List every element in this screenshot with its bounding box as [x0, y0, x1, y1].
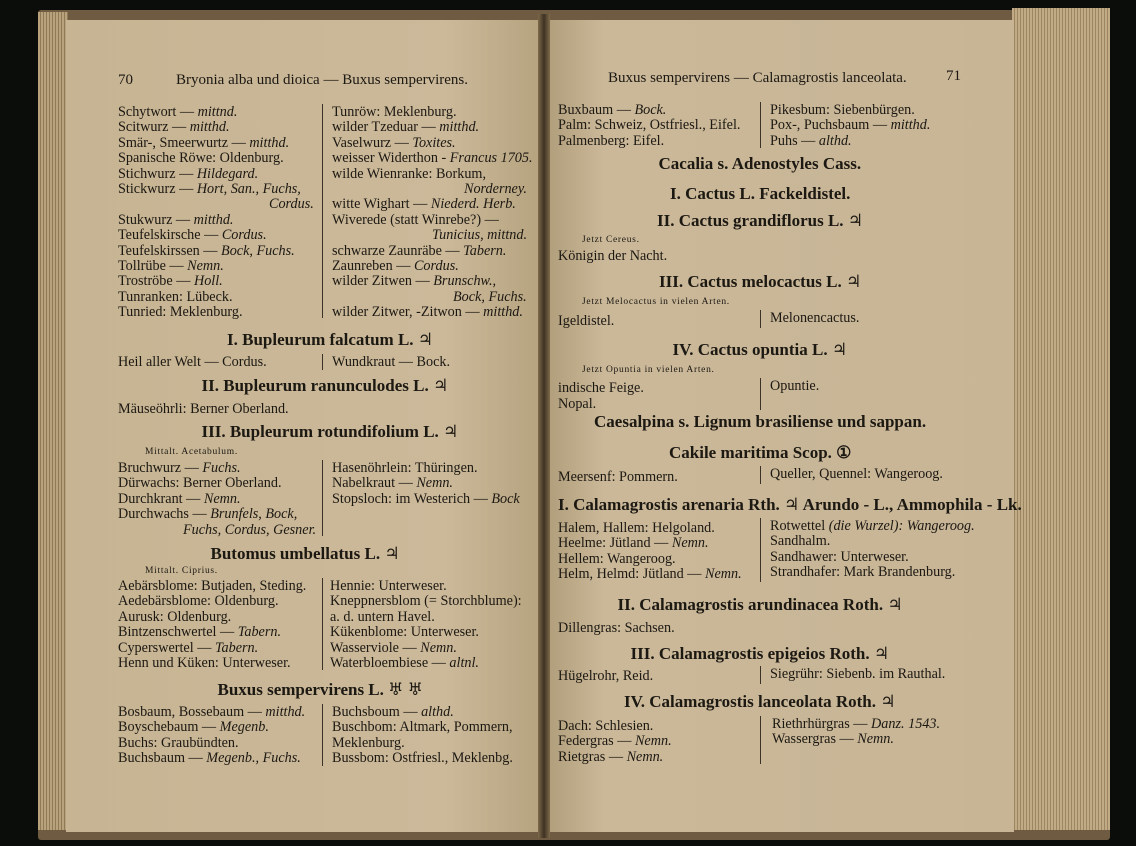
- column-divider: [760, 518, 761, 582]
- column-divider: [760, 378, 761, 410]
- list-item: [770, 518, 975, 534]
- entry-source: Cordus.: [269, 196, 314, 213]
- list-item: [332, 196, 516, 212]
- list-item: [332, 119, 479, 135]
- list-item: indische Feige.: [558, 380, 644, 396]
- entry-name: Wassergras —: [772, 731, 858, 748]
- list-item: [558, 749, 663, 765]
- list-item: [558, 566, 742, 582]
- list-item: [330, 578, 447, 594]
- entry-source: Fuchs.: [202, 460, 241, 476]
- entry-source: Tunicius, mittnd.: [432, 227, 527, 244]
- entry-source: Nemn.: [416, 475, 453, 492]
- entry-name: Puhs —: [770, 132, 819, 149]
- list-item: [118, 150, 284, 166]
- list-item: [332, 166, 486, 182]
- entry-source: mitthd.: [483, 304, 523, 321]
- entry-source: Nemn.: [420, 639, 457, 656]
- list-item: [118, 243, 295, 259]
- list-item: [118, 475, 282, 491]
- running-header: Buxus sempervirens — Calamagrostis lanceolata.: [608, 70, 907, 86]
- list-item: [332, 735, 405, 751]
- section-heading: Caesalpina s. Lignum brasiliense und sappan.: [594, 412, 927, 431]
- list-item: [770, 533, 830, 549]
- list-item: Dillengras: Sachsen.: [558, 620, 675, 636]
- entry-source: mitthd.: [249, 134, 290, 151]
- section-heading: II. Bupleurum ranunculodes L. ♃: [201, 376, 449, 395]
- entry-name: Riethrhürgras —: [772, 716, 872, 732]
- entry-name: Federgras —: [558, 733, 635, 750]
- entry-source: mitthd.: [265, 704, 306, 720]
- entry-source: mittnd.: [197, 104, 238, 120]
- entry-name: Bintzenschwertel —: [118, 624, 238, 641]
- entry-name: Troströbe —: [118, 273, 194, 290]
- entry-name: Tunröw: Meklenburg.: [332, 104, 457, 120]
- entry-name: Kneppnersblom (= Storchblume):: [330, 593, 522, 610]
- editor-note: Mittalt. Ciprius.: [145, 566, 218, 576]
- column-divider: [760, 466, 761, 484]
- column-divider: [760, 716, 761, 764]
- entry-name: Hellem: Wangeroog.: [558, 550, 676, 567]
- list-item: [332, 104, 457, 120]
- list-item: Königin der Nacht.: [558, 248, 668, 264]
- column-divider: [760, 666, 761, 684]
- list-item: [330, 655, 479, 671]
- list-item: [118, 593, 279, 609]
- entry-source: Tabern.: [214, 639, 259, 656]
- list-item: [183, 522, 316, 538]
- list-item: [558, 551, 676, 567]
- list-item: [118, 655, 291, 671]
- entry-source: mitthd.: [890, 117, 931, 134]
- column-divider: [760, 310, 761, 328]
- entry-name: Buschbom: Altmark, Pommern,: [332, 719, 513, 736]
- entry-source: Bock: [491, 490, 520, 507]
- entry-name: Aebärsblome: Butjaden, Steding.: [118, 578, 307, 594]
- section-heading: Cakile maritima Scop. ①: [669, 443, 852, 462]
- list-item: [330, 624, 479, 640]
- editor-note: Mittalt. Acetabulum.: [145, 447, 238, 457]
- list-item: Opuntie.: [770, 378, 820, 394]
- left-page-edges: [38, 12, 68, 830]
- list-item: [118, 181, 301, 197]
- entry-source: Niederd. Herb.: [430, 196, 516, 213]
- list-item: [332, 491, 520, 507]
- entry-source: Norderney.: [464, 181, 527, 197]
- section-heading: IV. Cactus opuntia L. ♃: [672, 340, 848, 359]
- entry-source: Nemn.: [634, 733, 672, 750]
- entry-name: Spanische Röwe: Oldenburg.: [118, 150, 284, 167]
- entry-name: Rietgras —: [558, 748, 627, 765]
- list-item: [118, 750, 301, 766]
- list-item: [332, 460, 478, 476]
- list-item: [118, 506, 297, 522]
- column-divider: [322, 354, 323, 370]
- list-item: [118, 304, 243, 320]
- entry-name: Helm, Helmd: Jütland —: [558, 566, 705, 583]
- list-item: [332, 135, 456, 151]
- editor-note: Jetzt Opuntia in vielen Arten.: [582, 365, 715, 375]
- list-item: [332, 750, 513, 766]
- entry-source: Hildegard.: [196, 165, 259, 182]
- list-item: [332, 150, 533, 166]
- list-item: [558, 535, 709, 551]
- entry-source: Brunfels, Bock,: [210, 506, 298, 523]
- section-heading: III. Cactus melocactus L. ♃: [659, 272, 862, 291]
- entry-source: Cordus.: [413, 258, 459, 274]
- entry-name: Bussbom: Ostfriesl., Meklenbg.: [332, 750, 513, 767]
- list-item: [770, 564, 955, 580]
- list-item: [332, 258, 459, 274]
- list-item: [558, 733, 672, 749]
- entry-name: Aedebärsblome: Oldenburg.: [118, 593, 279, 610]
- entry-source: Megenb.: [219, 719, 269, 736]
- entry-name: Hasenöhrlein: Thüringen.: [332, 460, 478, 476]
- entry-source: mitthd.: [189, 119, 230, 136]
- list-item: [118, 609, 231, 625]
- list-item: Queller, Quennel: Wangeroog.: [770, 466, 943, 482]
- right-page-edges: [1012, 8, 1110, 830]
- list-item: Siegrühr: Siebenb. im Rauthal.: [770, 666, 946, 682]
- entry-name: Buchsboum —: [332, 704, 422, 720]
- list-item: [118, 258, 224, 274]
- list-item: [332, 719, 513, 735]
- list-item: [118, 104, 237, 120]
- entry-name: Sandhawer: Unterweser.: [770, 548, 909, 565]
- entry-name: Pox-, Puchsbaum —: [770, 117, 891, 134]
- book-gutter: [538, 14, 550, 838]
- entry-source: Toxites.: [412, 134, 456, 151]
- section-heading: Buxus sempervirens L. ♅ ♅: [217, 680, 423, 699]
- entry-source: althd.: [818, 132, 852, 149]
- editor-note: Jetzt Melocactus in vielen Arten.: [582, 297, 730, 307]
- entry-name: Schytwort —: [118, 104, 198, 120]
- entry-source: mitthd.: [439, 119, 480, 136]
- entry-name: Pikesbum: Siebenbürgen.: [770, 102, 915, 118]
- entry-name: Buxbaum —: [558, 102, 635, 118]
- entry-name: Nabelkraut —: [332, 475, 417, 492]
- running-header: Bryonia alba und dioica — Buxus sempervirens.: [176, 72, 469, 88]
- entry-source: Danz. 1543.: [871, 716, 941, 732]
- entry-name: Teufelskirssen —: [118, 242, 222, 259]
- list-item: [269, 196, 314, 212]
- entry-name: Dürwachs: Berner Oberland.: [118, 475, 282, 492]
- list-item: [330, 593, 522, 609]
- list-item: [558, 117, 740, 133]
- list-item: [332, 475, 453, 491]
- list-item: Nopal.: [558, 396, 597, 412]
- list-item: [772, 716, 940, 732]
- entry-source: Brunschw.,: [433, 273, 497, 290]
- entry-name: Wasserviole —: [330, 639, 421, 656]
- entry-name: Durchkrant —: [118, 490, 204, 507]
- list-item: [772, 731, 894, 747]
- entry-name: weisser Widerthon -: [332, 150, 450, 167]
- list-item: [332, 273, 496, 289]
- section-heading: II. Cactus grandiflorus L. ♃: [657, 211, 864, 230]
- list-item: [332, 304, 523, 320]
- list-item: Heil aller Welt — Cordus.: [118, 354, 267, 370]
- entry-name: Buchs: Graubündten.: [118, 734, 239, 751]
- entry-name: Smär-, Smeerwurtz —: [118, 134, 250, 151]
- column-divider: [760, 102, 761, 148]
- list-item: Melonencactus.: [770, 310, 860, 326]
- entry-name: Henn und Küken: Unterweser.: [118, 655, 291, 671]
- list-item: [453, 289, 527, 305]
- entry-source: Nemn.: [671, 535, 709, 552]
- entry-source: (die Wurzel): Wangeroog.: [828, 518, 975, 534]
- entry-name: Heelme: Jütland —: [558, 535, 672, 552]
- entry-name: Tunried: Meklenburg.: [118, 304, 243, 321]
- entry-name: Meklenburg.: [332, 734, 405, 751]
- section-heading: Butomus umbellatus L. ♃: [210, 544, 400, 563]
- entry-name: Strandhafer: Mark Brandenburg.: [770, 564, 956, 581]
- entry-source: mitthd.: [193, 211, 234, 228]
- entry-name: Zaunreben —: [332, 258, 414, 274]
- entry-name: Wiverede (statt Winrebe?) —: [332, 211, 499, 228]
- list-item: [332, 704, 454, 720]
- entry-source: Tabern.: [463, 242, 507, 259]
- list-item: [770, 549, 909, 565]
- list-item: [118, 624, 281, 640]
- list-item: [118, 227, 267, 243]
- list-item: [558, 718, 653, 734]
- entry-name: Hennie: Unterweser.: [330, 578, 447, 594]
- list-item: [332, 212, 499, 228]
- page-number: 71: [946, 68, 961, 84]
- entry-name: schwarze Zaunräbe —: [332, 242, 464, 259]
- column-divider: [322, 460, 323, 536]
- entry-name: wilder Zitwer, -Zitwon —: [332, 304, 484, 321]
- entry-name: Dach: Schlesien.: [558, 718, 654, 734]
- list-item: [118, 273, 223, 289]
- list-item: [464, 181, 527, 197]
- list-item: [118, 578, 306, 594]
- entry-source: Bock, Fuchs.: [453, 288, 527, 305]
- entry-name: wilder Zitwen —: [332, 273, 434, 290]
- entry-name: Tollrübe —: [118, 258, 188, 274]
- entry-source: Bock, Fuchs.: [221, 242, 295, 259]
- entry-source: Nemn.: [626, 748, 664, 765]
- entry-name: Vaselwurz —: [332, 134, 413, 151]
- entry-name: Kükenblome: Unterweser.: [330, 624, 479, 641]
- entry-name: Teufelskirsche —: [118, 227, 222, 244]
- list-item: Mäuseöhrli: Berner Oberland.: [118, 401, 289, 417]
- list-item: [770, 102, 915, 118]
- entry-name: Buchsbaum —: [118, 750, 207, 767]
- entry-name: Halem, Hallem: Helgoland.: [558, 520, 715, 536]
- list-item: [118, 166, 258, 182]
- entry-source: Cordus.: [221, 227, 267, 244]
- column-divider: [322, 104, 323, 318]
- list-item: [118, 119, 230, 135]
- list-item: [558, 520, 715, 536]
- entry-source: Nemn.: [203, 490, 241, 507]
- entry-name: Durchwachs —: [118, 506, 211, 523]
- list-item: [330, 609, 435, 625]
- entry-source: altnl.: [449, 655, 479, 671]
- list-item: [558, 102, 666, 118]
- entry-name: Scitwurz —: [118, 119, 190, 136]
- entry-name: Stickwurz —: [118, 181, 197, 197]
- list-item: [118, 212, 233, 228]
- entry-name: Boyschebaum —: [118, 719, 220, 736]
- list-item: Meersenf: Pommern.: [558, 469, 678, 485]
- list-item: [118, 640, 258, 656]
- list-item: [118, 491, 241, 507]
- editor-note: Jetzt Cereus.: [582, 235, 640, 245]
- entry-name: a. d. untern Havel.: [330, 608, 435, 625]
- list-item: Hügelrohr, Reid.: [558, 668, 654, 684]
- section-heading: III. Bupleurum rotundifolium L. ♃: [201, 422, 459, 441]
- section-heading: Cacalia s. Adenostyles Cass.: [658, 154, 862, 173]
- entry-name: Bruchwurz —: [118, 460, 203, 476]
- entry-name: Palmenberg: Eifel.: [558, 132, 665, 149]
- entry-name: Stukwurz —: [118, 211, 194, 228]
- section-heading: I. Cactus L. Fackeldistel.: [670, 184, 851, 203]
- entry-name: witte Wighart —: [332, 196, 431, 213]
- entry-name: Stichwurz —: [118, 165, 197, 182]
- entry-name: Tunranken: Lübeck.: [118, 288, 233, 305]
- entry-source: Tabern.: [237, 624, 282, 641]
- entry-name: wilder Tzeduar —: [332, 119, 440, 136]
- entry-name: Waterbloembiese —: [330, 655, 450, 671]
- entry-source: Bock.: [634, 102, 667, 118]
- entry-source: Fuchs, Cordus, Gesner.: [183, 521, 317, 538]
- entry-source: Nemn.: [704, 566, 742, 583]
- list-item: [118, 460, 241, 476]
- entry-name: Stopsloch: im Westerich —: [332, 490, 492, 507]
- entry-source: Hort, San., Fuchs,: [196, 181, 301, 197]
- list-item: [330, 640, 457, 656]
- page-number: 70: [118, 72, 133, 88]
- list-item: [118, 735, 239, 751]
- list-item: [332, 243, 506, 259]
- column-divider: [322, 704, 323, 766]
- list-item: Wundkraut — Bock.: [332, 354, 451, 370]
- entry-source: althd.: [421, 704, 454, 720]
- section-heading: IV. Calamagrostis lanceolata Roth. ♃: [624, 692, 896, 711]
- list-item: [558, 133, 664, 149]
- list-item: Igeldistel.: [558, 313, 615, 329]
- entry-source: Megenb., Fuchs.: [206, 750, 301, 767]
- list-item: [118, 704, 305, 720]
- section-heading: I. Bupleurum falcatum L. ♃: [227, 330, 434, 349]
- entry-name: Palm: Schweiz, Ostfriesl., Eifel.: [558, 117, 741, 134]
- entry-name: Rotwettel: [770, 518, 829, 534]
- list-item: [770, 117, 930, 133]
- entry-name: Aurusk: Oldenburg.: [118, 608, 232, 625]
- entry-name: wilde Wienranke: Borkum,: [332, 165, 487, 182]
- entry-name: Cyperswertel —: [118, 639, 215, 656]
- entry-name: Bosbaum, Bossebaum —: [118, 704, 266, 720]
- entry-name: Sandhalm.: [770, 533, 831, 550]
- entry-source: Francus 1705.: [449, 150, 533, 167]
- entry-source: Nemn.: [187, 258, 224, 274]
- section-heading: III. Calamagrostis epigeios Roth. ♃: [630, 644, 890, 663]
- entry-source: Nemn.: [857, 731, 894, 748]
- entry-source: Holl.: [193, 273, 223, 290]
- list-item: [118, 289, 233, 305]
- section-heading: I. Calamagrostis arenaria Rth. ♃ Arundo - L., Ammophila - Lk.: [558, 495, 1022, 514]
- list-item: [118, 719, 269, 735]
- column-divider: [322, 578, 323, 670]
- list-item: [770, 133, 852, 149]
- section-heading: II. Calamagrostis arundinacea Roth. ♃: [617, 595, 903, 614]
- list-item: [432, 227, 527, 243]
- list-item: [118, 135, 289, 151]
